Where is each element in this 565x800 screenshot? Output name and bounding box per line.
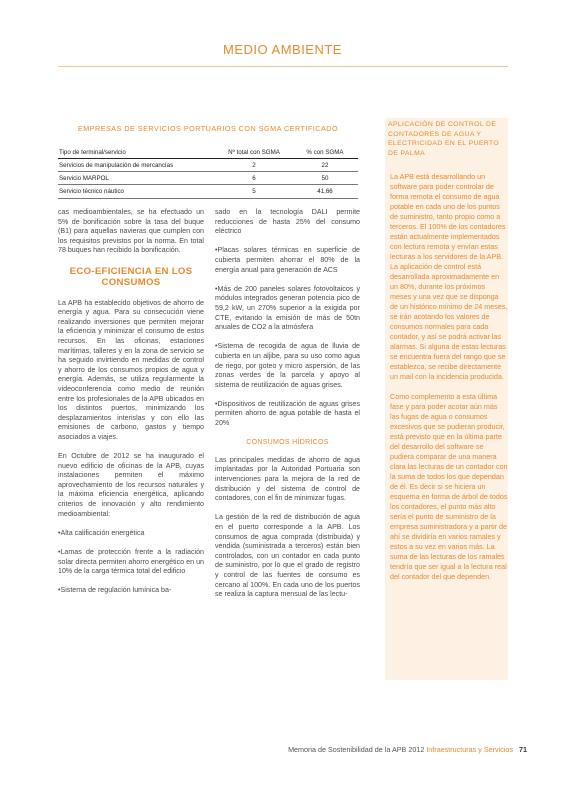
bullet-item: •Dispositivos de reutilización de aguas grises permiten ahorro de agua potable de hasta el 20% bbox=[215, 399, 360, 428]
table-header-cell: % con SGMA bbox=[292, 147, 358, 159]
page-number: 71 bbox=[519, 745, 527, 754]
table-cell: 50 bbox=[292, 172, 358, 185]
paragraph: La APB ha establecido objetivos de ahorro de energía y agua. Para su consecución viene realizando inversiones que permiten mejorar la eficiencia y minimizar el consumo de estos recursos. En las oficinas, estaciones marítimas, talleres y en la zona de servicio se ha seguido invirtiendo en medidas de control y ahorro de los consumos propios de agua y energía. Además, se utiliza regularmente la videoconferencia como medio de reunión entre los profesionales de la APB ubicados en los distintos puertos, minimizando los desplazamientos interislas y con ello las emisiones de carbono, gastos y tiempo asociados a viajes. bbox=[58, 298, 204, 441]
table-cell: 22 bbox=[292, 159, 358, 172]
sidebar-text bbox=[390, 172, 508, 592]
footer-section: Infraestructuras y Servicios bbox=[426, 745, 513, 754]
bullet-item: •Sistema de recogida de agua de lluvia de cubierta en un aljibe, para su uso como agua de riego, por goteo y micro aspersión, de las zonas verdes de la parcela y apoyo al sistema de reutilización de aguas grises. bbox=[215, 342, 360, 389]
sgma-table-block bbox=[58, 124, 358, 199]
table-cell: 6 bbox=[216, 172, 292, 185]
subsection-title-consumos-hidricos: CONSUMOS HÍDRICOS bbox=[246, 439, 329, 447]
table-cell: 2 bbox=[216, 159, 292, 172]
bullet-item: •Lamas de protección frente a la radiación solar directa permiten ahorro energético en un 10% de la carga térmica total del edificio bbox=[58, 548, 204, 576]
bullet-item: •Más de 200 paneles solares fotovoltaicos y módulos integrados generan potencia pico de 59,2 kW, un 270% superior a la exigida por CTE, evitando la emisión de más de 50tn anuales de CO2 a la atmósfera bbox=[215, 284, 360, 332]
bullet-item: •Sistema de regulación lumínica ba- bbox=[58, 586, 172, 595]
table-header-row bbox=[58, 147, 358, 159]
table-header-cell: Tipo de terminal/servicio bbox=[58, 147, 216, 159]
paragraph: Las principales medidas de ahorro de agua implantadas por la Autoridad Portuaria son intervenciones para la mejora de la red de distribución y del sistema de control de contadores, con el fin de minimizar fugas. bbox=[215, 455, 360, 503]
text-column-middle bbox=[215, 208, 360, 600]
table-row bbox=[58, 185, 358, 198]
table-cell: 41,66 bbox=[292, 185, 358, 198]
sidebar-title: APLICACIÓN DE CONTROL DE CONTADORES DE AGUA Y ELECTRICIDAD EN EL PUERTO DE PALMA bbox=[388, 121, 500, 157]
page-footer bbox=[0, 745, 527, 754]
table-cell: Servicio MARPOL bbox=[58, 172, 216, 185]
footer-text: Memoria de Sostenibilidad de la APB 2012 bbox=[288, 745, 425, 754]
bullet-item: •Placas solares térmicas en superficie de cubierta permiten ahorrar el 80% de la energía anual para generación de ACS bbox=[215, 246, 360, 274]
table-title: EMPRESAS DE SERVICIOS PORTUARIOS CON SGMA CERTIFICADO bbox=[77, 124, 339, 133]
paragraph: En Octubre de 2012 se ha inaugurado el nuevo edificio de oficinas de la APB, cuyas instalaciones permiten el máximo aprovechamiento de los recursos naturales y la máxima eficiencia energética, aplicando criterios de innovación y alto rendimiento medioambiental: bbox=[58, 452, 204, 518]
section-title-ecoeficiencia: ECO-EFICIENCIA EN LOS CONSUMOS bbox=[69, 265, 193, 289]
sidebar-paragraph: La APB está desarrollando un software para poder controlar de forma remota el consumo de agua potable en cada uno de los puntos de suministro, tanto propio como a terceros. El 100% de los contadores están actualmente implementados con lectura remota y envían estas lecturas a los servidores de la APB. La aplicación de control está desarrollada aproximadamente en un 80%, durante los próximos meses y una vez que se disponga de un histórico mínimo de 24 meses, se irán acotando los valores de consumos normales para cada contador, y así se podrá activar las alarmas. Si alguna de estas lecturas se encuentra fuera del rango que se establezca, se recibe directamente un mail con la incidencia producida. bbox=[390, 172, 508, 381]
bullet-item: •Alta calificación energética bbox=[58, 528, 145, 537]
table-cell: Servicio técnico náutico bbox=[58, 185, 216, 198]
sidebar-paragraph: Como complemento a esta última fase y para poder acotar aún más las fugas de agua o consumos excesivos que se pudieran producir, está previsto que en la última parte del desarrollo del software se pudiera comparar de una manera clara las lecturas de un contador con la suma de todos los que dependan de él. Es decir si se hiciera un esquema en forma de árbol de todos los contadores, el punto más alto sería el punto de suministro de la empresa suministradora y a partir de ahí se dividiría en varios ramales y estos a su vez en varios más. La suma de las lecturas de los ramales tendría que ser igual a la lectura real del contador del que dependen. bbox=[390, 392, 508, 581]
table-row bbox=[58, 172, 358, 185]
sgma-table bbox=[58, 147, 358, 199]
table-header-cell: Nº total con SGMA bbox=[216, 147, 292, 159]
table-row bbox=[58, 159, 358, 172]
paragraph: sado en la tecnología DALI permite reducciones de hasta 25% del consumo eléctrico bbox=[215, 208, 360, 236]
page-section-header: MEDIO AMBIENTE bbox=[223, 42, 342, 57]
paragraph: La gestión de la red de distribución de agua en el puerto corresponde a la APB. Los consumos de agua comprada (distribuida) y vendida (suministrada a terceros) están bien controlados, con un contador en cada punto de suministro, por lo que el grado de registro y control de las fuentes de consumo es cercano al 100%. En cada uno de los puertos se realiza la captura mensual de las lectu- bbox=[215, 513, 360, 599]
paragraph: cas medioambientales, se ha efectuado un 5% de bonificación sobre la tasa del buque (B1) para aquellas navieras que cumplen con los requisitos previstos por la norma. En total 78 buques han recibido la bonificación. bbox=[58, 208, 204, 255]
table-cell: Servicios de manipulación de mercancías bbox=[58, 159, 216, 172]
text-column-left bbox=[58, 208, 204, 596]
table-cell: 5 bbox=[216, 185, 292, 198]
header-divider bbox=[58, 66, 508, 67]
